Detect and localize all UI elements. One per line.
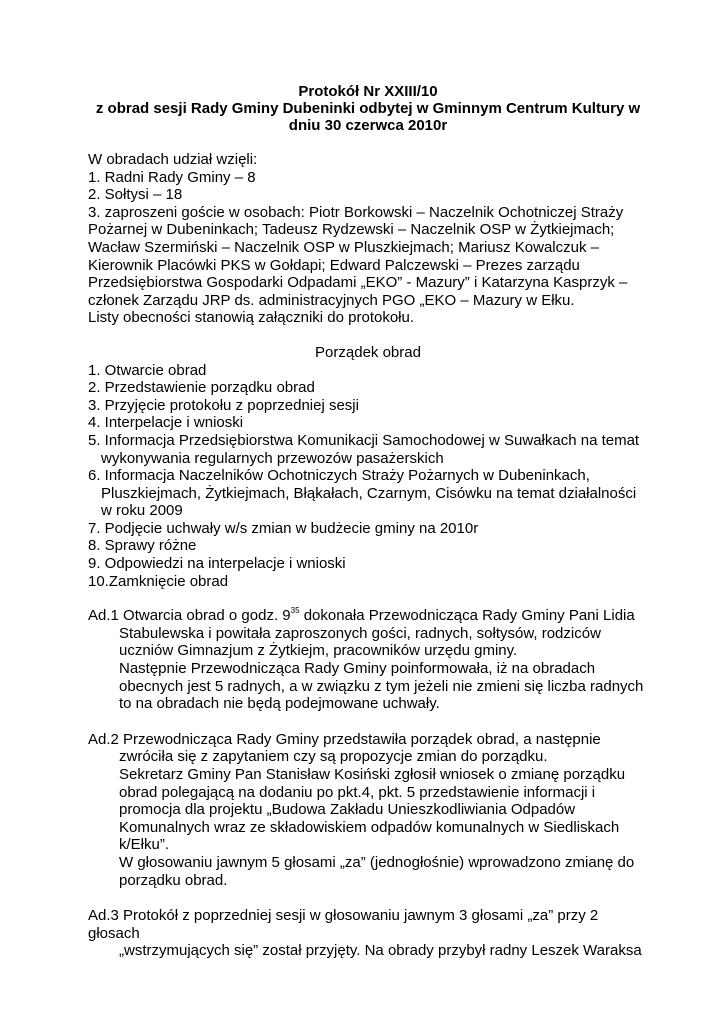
ad1-line: Stabulewska i powitała zaproszonych gości, radnych, sołtysów, rodziców	[119, 624, 601, 642]
agenda-item: 5. Informacja Przedsiębiorstwa Komunikacji Samochodowej w Suwałkach na temat	[88, 431, 640, 449]
title-line-1: Protokół Nr XXIII/10	[298, 83, 438, 100]
ad2-line: k/Ełku”.	[119, 836, 170, 854]
attendance-intro: W obradach udział wzięli:	[88, 151, 258, 168]
ad2-line: porządku obrad.	[119, 871, 228, 889]
agenda-heading: Porządek obrad	[315, 343, 421, 361]
attendance-item-line: Kierownik Placówki PKS w Gołdapi; Edward Palczewski – Prezes zarządu	[88, 256, 580, 274]
attendance-item-line: Wacław Szermiński – Naczelnik OSP w Pluszkiejmach; Mariusz Kowalczuk –	[88, 238, 599, 256]
agenda-item: 6. Informacja Naczelników Ochotniczych Straży Pożarnych w Dubeninkach,	[88, 467, 590, 485]
title-line-3: dniu 30 czerwca 2010r	[288, 117, 448, 134]
ad2-line: Komunalnych wraz ze składowiskiem odpadów komunalnych w Siedliskach	[119, 818, 620, 836]
attendance-item: 2. Sołtysi – 18	[88, 186, 183, 204]
ad1-line: uczniów Gimnazjum z Żytkiejm, pracowników urzędu gminy.	[119, 642, 518, 660]
ad2-line: zwróciła się z zapytaniem czy są propozycje zmian do porządku.	[119, 748, 548, 766]
agenda-item: 1. Otwarcie obrad	[88, 361, 207, 379]
ad3-section	[88, 907, 648, 960]
ad1-section	[88, 607, 648, 713]
attendance-item-line: Przedsiębiorstwa Gospodarki Odpadami „EKO” - Mazury” i Katarzyna Kasprzyk –	[88, 274, 628, 292]
agenda-item-continuation: Pluszkiejmach, Żytkiejmach, Błąkałach, Czarnym, Cisówku na temat działalności	[101, 484, 637, 502]
agenda-item: 9. Odpowiedzi na interpelacje i wnioski	[88, 555, 346, 573]
ad2-line: promocja dla projektu „Budowa Zakładu Unieszkodliwiania Odpadów	[119, 801, 576, 819]
ad1-line-text: Ad.1 Otwarcia obrad o godz. 9	[88, 607, 291, 625]
attendance-item-line: 3. zaproszeni goście w osobach: Piotr Borkowski – Naczelnik Ochotniczej Straży	[88, 203, 624, 221]
title-line-2: z obrad sesji Rady Gminy Dubeninki odbytej w Gminnym Centrum Kultury w	[95, 100, 641, 117]
attendance-item: 1. Radni Rady Gminy – 8	[88, 168, 256, 186]
ad2-line: Sekretarz Gminy Pan Stanisław Kosiński zgłosił wniosek o zmianę porządku	[119, 766, 626, 783]
agenda-item: 7. Podjęcie uchwały w/s zmian w budżecie gminy na 2010r	[88, 519, 479, 537]
agenda-item-continuation: wykonywania regularnych przewozów pasażerskich	[101, 449, 444, 467]
agenda-item: 8. Sprawy różne	[88, 537, 197, 555]
ad3-line: „wstrzymujących się” został przyjęty. Na obrady przybył radny Leszek Waraksa	[119, 942, 642, 960]
attendance-item-line: członek Zarządu JRP ds. administracyjnych PGO „EKO – Mazury w Ełku.	[88, 291, 575, 309]
ad1-line: to na obradach nie będą podejmowane uchwały.	[119, 695, 440, 713]
ad2-section	[88, 731, 648, 889]
ad2-line: W głosowaniu jawnym 5 głosami „za” (jednogłośnie) wprowadzono zmianę do	[119, 853, 635, 871]
agenda-item: 3. Przyjęcie protokołu z poprzedniej sesji	[88, 396, 359, 414]
agenda-item: 2. Przedstawienie porządku obrad	[88, 379, 315, 397]
ad1-line: obecnych jest 5 radnych, a w związku z tym jeżeli nie zmieni się liczba radnych	[119, 677, 644, 695]
ad1-line	[88, 607, 648, 625]
ad1-line: Następnie Przewodnicząca Rady Gminy poinformowała, iż na obradach	[119, 660, 596, 678]
ad2-line: obrad polegającą na dodaniu po pkt.4, pkt. 5 przedstawienie informacji i	[119, 783, 596, 801]
agenda-item-continuation: w roku 2009	[101, 502, 183, 520]
agenda-item: 10.Zamknięcie obrad	[88, 572, 229, 590]
agenda-section	[88, 344, 648, 590]
attendance-item-line: Pożarnej w Dubeninkach; Tadeusz Rydzewski – Naczelnik OSP w Żytkiejmach;	[88, 221, 615, 239]
document-title	[88, 83, 648, 134]
attendance-note: Listy obecności stanowią załączniki do protokołu.	[88, 309, 415, 327]
ad3-line: Ad.3 Protokół z poprzedniej sesji w głosowaniu jawnym 3 głosami „za” przy 2 głosach	[88, 907, 599, 942]
agenda-item: 4. Interpelacje i wnioski	[88, 414, 244, 432]
ad2-line: Ad.2 Przewodnicząca Rady Gminy przedstawiła porządek obrad, a następnie	[88, 730, 601, 748]
ad1-line-text: dokonała Przewodnicząca Rady Gminy Pani Lidia	[299, 607, 635, 625]
attendance-section	[88, 151, 648, 327]
time-minutes-superscript: 35	[290, 606, 300, 616]
document-page	[88, 83, 648, 960]
